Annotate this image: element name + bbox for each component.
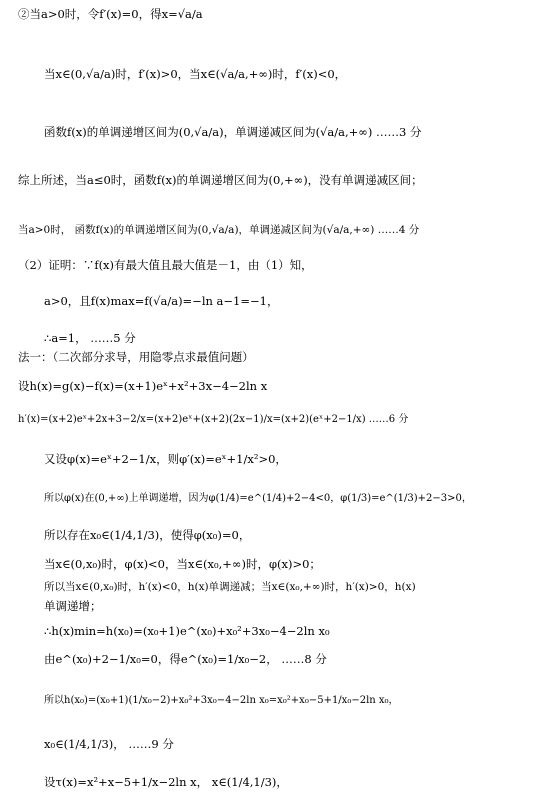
text-line: h′(x)=(x+2)eˣ+2x+3−2/x=(x+2)eˣ+(x+2)(2x−1)/x=(x+2)(eˣ+2−1/x) ……6 分: [18, 414, 409, 425]
text-line: 综上所述，当a≤0时，函数f(x)的单调递增区间为(0,+∞)，没有单调递减区间；: [18, 173, 423, 187]
text-line: ∴h(x)min=h(x₀)=(x₀+1)e^(x₀)+x₀²+3x₀−4−2ln x₀: [44, 624, 330, 638]
text-line: 当x∈(0,x₀)时，φ(x)<0，当x∈(x₀,+∞)时，φ(x)>0；: [44, 557, 321, 571]
text-line: ②当a>0时，令f′(x)=0，得x=√a/a: [18, 7, 203, 21]
text-line: a>0，且f(x)max=f(√a/a)=−ln a−1=−1，: [44, 294, 279, 308]
text-line: 所以存在x₀∈(1/4,1/3)，使得φ(x₀)=0，: [44, 528, 251, 542]
text-line: 所以h(x₀)=(x₀+1)(1/x₀−2)+x₀²+3x₀−4−2ln x₀=x₀²+x₀−5+1/x₀−2ln x₀，: [44, 695, 399, 706]
text-line: x₀∈(1/4,1/3)， ……9 分: [44, 737, 174, 751]
text-line: 所以φ(x)在(0,+∞)上单调递增，因为φ(1/4)=e^(1/4)+2−4<0，φ(1/3)=e^(1/3)+2−3>0，: [44, 493, 472, 504]
text-line: 由e^(x₀)+2−1/x₀=0，得e^(x₀)=1/x₀−2， ……8 分: [44, 652, 327, 666]
text-line: 所以当x∈(0,x₀)时，h′(x)<0，h(x)单调递减；当x∈(x₀,+∞)时，h′(x)>0，h(x): [44, 581, 416, 593]
text-line: （2）证明：∵f(x)有最大值且最大值是－1，由（1）知，: [18, 258, 313, 272]
text-line: 设h(x)=g(x)−f(x)=(x+1)eˣ+x²+3x−4−2ln x: [18, 379, 268, 393]
text-line: 函数f(x)的单调递增区间为(0,√a/a)，单调递减区间为(√a/a,+∞) ……3 分: [44, 125, 422, 139]
text-line: 又设φ(x)=eˣ+2−1/x，则φ′(x)=eˣ+1/x²>0，: [44, 452, 287, 466]
text-line: ∴a=1， ……5 分: [44, 331, 136, 345]
text-line: 单调递增；: [44, 599, 102, 613]
text-line: 设τ(x)=x²+x−5+1/x−2ln x， x∈(1/4,1/3)，: [44, 775, 288, 789]
text-line: 当x∈(0,√a/a)时，f′(x)>0，当x∈(√a/a,+∞)时，f′(x)<0，: [44, 67, 347, 81]
text-line: 当a>0时， 函数f(x)的单调递增区间为(0,√a/a)，单调递减区间为(√a/a,+∞) ……4 分: [18, 224, 420, 236]
text-line: 法一：（二次部分求导，用隐零点求最值问题）: [18, 350, 254, 364]
